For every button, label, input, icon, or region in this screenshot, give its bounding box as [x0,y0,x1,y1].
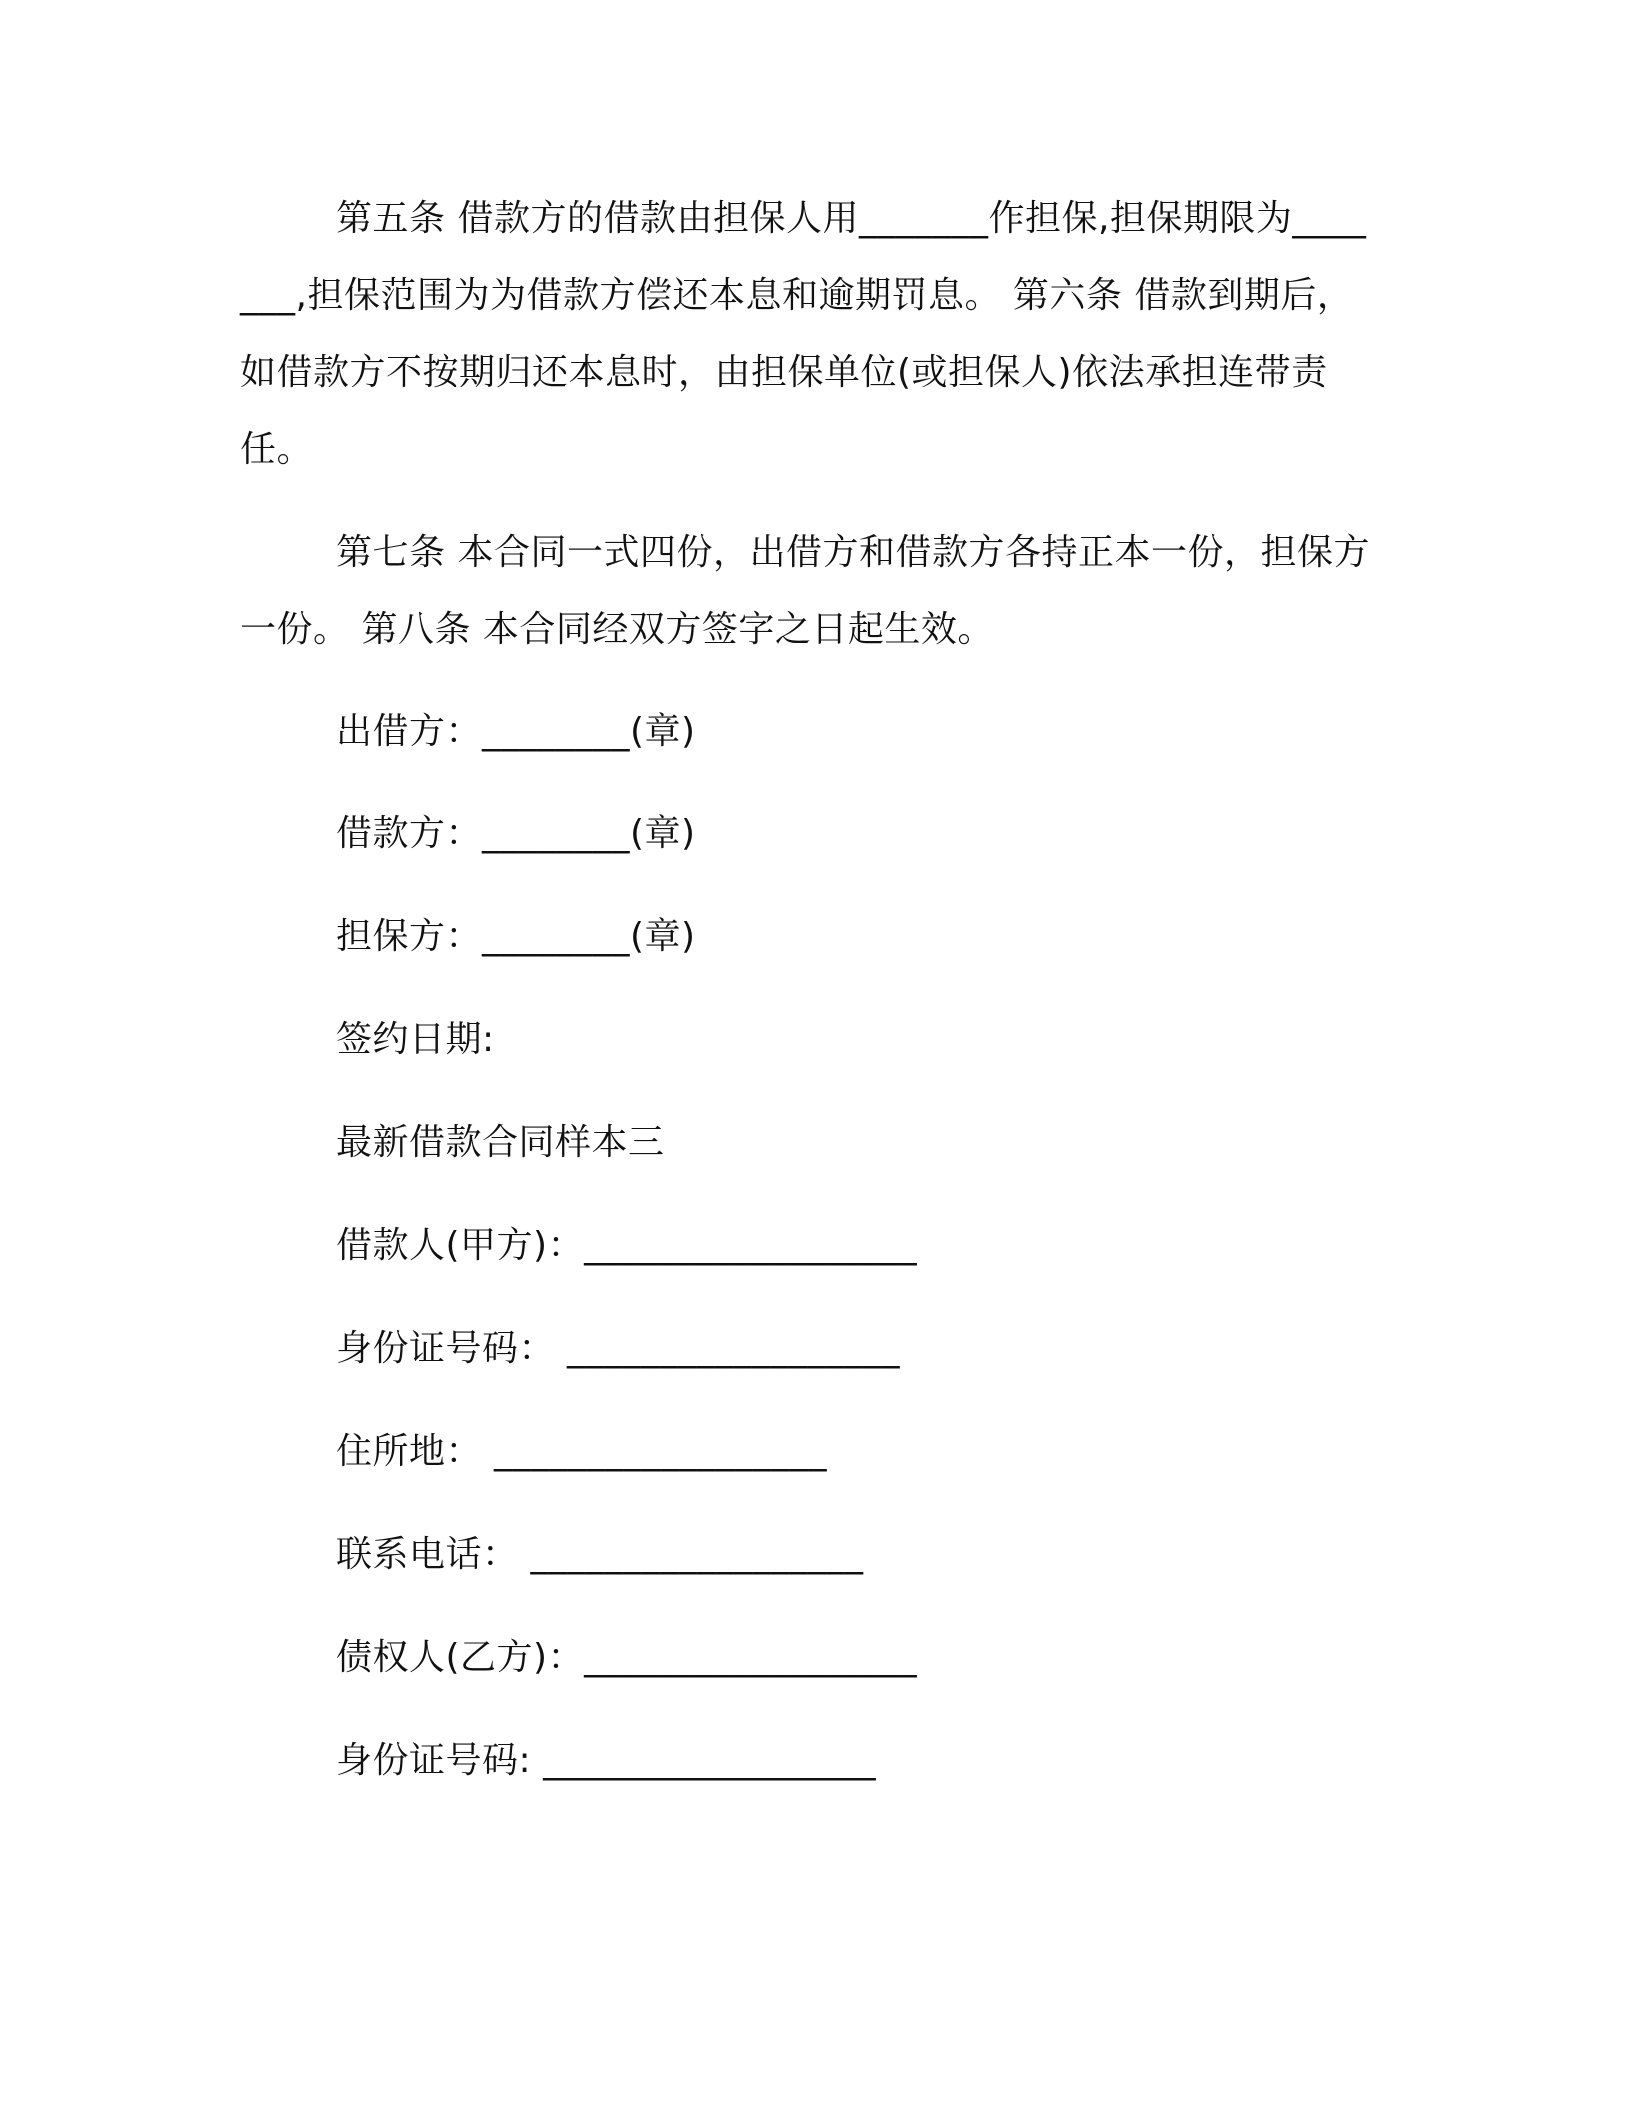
id-number-field-1: 身份证号码： __________________ [336,1328,900,1369]
borrower-signature-line: 借款方：________(章) [336,813,696,854]
phone-field: 联系电话： __________________ [336,1534,864,1575]
section-title: 最新借款合同样本三 [336,1122,665,1163]
id-number-field-2: 身份证号码: __________________ [336,1740,877,1781]
creditor-party-b-field: 债权人(乙方)：__________________ [336,1637,918,1678]
lender-signature-line: 出借方：________(章) [336,711,696,752]
clause-5-6-paragraph: 第五条 借款方的借款由担保人用_______作担保,担保期限为_______,担保范围为为借款方偿还本息和逾期罚息。 第六条 借款到期后，如借款方不按期归还本息时，由担保单位(或担保人)依法承担连带责任。 [240,198,1367,470]
sign-date-line: 签约日期: [336,1019,495,1060]
residence-field: 住所地： __________________ [336,1431,827,1472]
clause-7-8-paragraph: 第七条 本合同一式四份，出借方和借款方各持正本一份，担保方一份。 第八条 本合同经双方签字之日起生效。 [240,532,1370,650]
guarantor-signature-line: 担保方：________(章) [336,916,696,957]
borrower-party-a-field: 借款人(甲方)：__________________ [336,1225,918,1266]
